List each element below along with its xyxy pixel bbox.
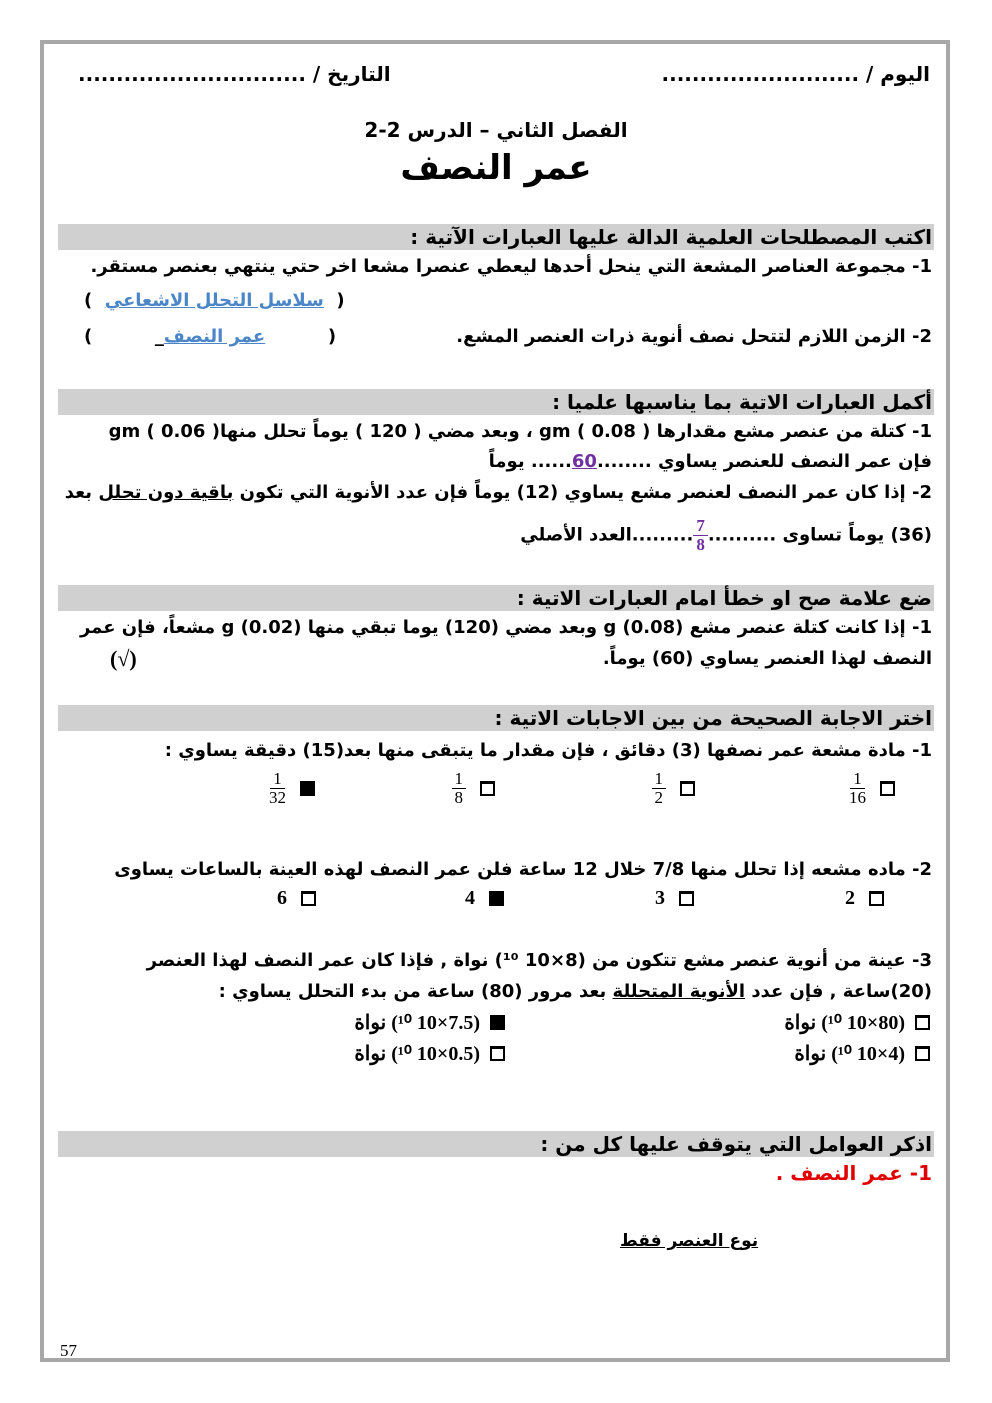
option-label: (80×10 ¹⁰) نواة [784, 1012, 905, 1034]
question-text: 1- إذا كانت كتلة عنصر مشع g (0.08) وبعد مضي (120) يوما تبقي منها g (0.02) مشعاً، فإن عمر [79, 617, 932, 638]
denominator: 8 [454, 788, 463, 807]
denominator: 8 [696, 535, 705, 554]
checkbox[interactable] [490, 1046, 505, 1061]
option-label: 4 [465, 887, 475, 909]
text: ...... يوماً [488, 451, 572, 472]
checkbox[interactable] [301, 891, 316, 906]
true-false-answer: (√) [110, 646, 137, 671]
option[interactable] [354, 1041, 505, 1066]
denominator: 16 [849, 788, 866, 807]
checkbox[interactable] [480, 781, 495, 796]
checkbox[interactable] [489, 891, 504, 906]
question-text: 2- الزمن اللازم لتتحل نصف أنوية ذرات العنصر المشع. [456, 326, 932, 347]
question-text: النصف لهذا العنصر يساوي (60) يوماً. [602, 648, 932, 669]
fraction [652, 770, 667, 807]
text: (20)ساعة , فإن عدد [745, 981, 932, 1002]
text: 2- إذا كان عمر النصف لعنصر مشع يساوي (12) يوماً فإن عدد الأنوية التي تكون [233, 482, 932, 503]
question-text [489, 449, 932, 475]
option[interactable] [845, 887, 884, 910]
text: فإن عمر النصف للعنصر يساوي ........ [596, 451, 932, 472]
option[interactable] [354, 1010, 505, 1035]
option[interactable] [465, 887, 504, 910]
option[interactable] [784, 1010, 930, 1035]
question-text [65, 480, 932, 506]
question-text: 1- عمر النصف . [775, 1161, 932, 1185]
option[interactable] [652, 770, 696, 807]
section-heading: ضع علامة صح او خطأ امام العبارات الاتية : [516, 586, 932, 610]
option[interactable] [277, 887, 316, 910]
page-number: 57 [60, 1341, 77, 1360]
text: بعد مرور (80) ساعة من بدء التحلل يساوي : [218, 981, 613, 1002]
question-text: 2- ماده مشعه إذا تحلل منها 7/8 خلال 12 ساعة فلن عمر النصف لهذه العينة بالساعات يساوى [114, 859, 932, 880]
section-heading: اذكر العوامل التي يتوقف عليها كل من : [540, 1132, 932, 1156]
denominator: 32 [269, 788, 286, 807]
checkbox[interactable] [869, 891, 884, 906]
checkbox[interactable] [679, 891, 694, 906]
underlined-text: الأنوية المتحللة [612, 981, 746, 1002]
checkbox[interactable] [880, 781, 895, 796]
date-field: التاريخ / .............................. [78, 62, 391, 86]
numerator: 1 [270, 770, 285, 789]
option[interactable] [269, 770, 315, 807]
option-label: 2 [845, 887, 855, 909]
fraction [452, 770, 467, 807]
checkbox[interactable] [915, 1046, 930, 1061]
question-text: 1- مادة مشعة عمر نصفها (3) دقائق ، فإن مقدار ما يتبقى منها بعد(15) دقيقة يساوي : [164, 740, 932, 761]
chapter-title: الفصل الثاني – الدرس 2-2 [364, 118, 628, 142]
checkbox[interactable] [680, 781, 695, 796]
denominator: 2 [654, 788, 663, 807]
option-label: (7.5×10 ¹⁰) نواة [354, 1012, 480, 1034]
answer-text: نوع العنصر فقط [620, 1231, 759, 1251]
answer-text: عمر النصف [163, 326, 266, 347]
answer-blank: ( _عمر النصف ) [84, 326, 337, 347]
question-text [219, 979, 932, 1005]
option[interactable] [849, 770, 895, 807]
lesson-title: عمر النصف [400, 148, 592, 188]
checkbox[interactable] [490, 1015, 505, 1030]
text: (36) يوماً تساوى .......... [707, 524, 932, 546]
option-label: (4×10 ¹⁰) نواة [794, 1043, 905, 1065]
answer-fraction [693, 517, 708, 554]
checkbox[interactable] [300, 781, 315, 796]
section-heading: أكمل العبارات الاتية بما يناسبها علميا : [552, 390, 932, 414]
option-label: (0.5×10 ¹⁰) نواة [354, 1043, 480, 1065]
question-text: 1- كتلة من عنصر مشع مقدارها gm ( 0.08 ) ، وبعد مضي ( 120 ) يوماً تحلل منهاgm ( 0.06 ) [108, 421, 932, 442]
day-field: اليوم / .......................... [661, 62, 930, 86]
text: .........العدد الأصلي [520, 524, 694, 546]
answer-text: سلاسل التحلل الاشعاعي [104, 290, 324, 311]
question-text: 3- عينة من أنوية عنصر مشع تتكون من (8×10 ¹⁰) نواة , فإذا كان عمر النصف لهذا العنصر [146, 950, 932, 971]
numerator: 1 [452, 770, 467, 789]
numerator: 1 [850, 770, 865, 789]
answer-text: 60 [571, 451, 597, 472]
text: بعد [64, 482, 99, 503]
option[interactable] [794, 1041, 930, 1066]
question-text [520, 517, 932, 554]
numerator: 1 [652, 770, 667, 789]
option[interactable] [655, 887, 694, 910]
numerator: 7 [693, 517, 708, 536]
answer-blank: ( سلاسل التحلل الاشعاعي ) [84, 290, 345, 311]
option-label: 3 [655, 887, 665, 909]
section-heading: اكتب المصطلحات العلمية الدالة عليها العبارات الآتية : [410, 225, 932, 249]
option-label: 6 [277, 887, 287, 909]
fraction [849, 770, 866, 807]
question-text: 1- مجموعة العناصر المشعة التي ينحل أحدها ليعطي عنصرا مشعا اخر حتي ينتهي بعنصر مستقر. [90, 256, 932, 277]
section-heading: اختر الاجابة الصحيحة من بين الاجابات الاتية : [494, 706, 932, 730]
option[interactable] [452, 770, 496, 807]
fraction [269, 770, 286, 807]
checkbox[interactable] [915, 1015, 930, 1030]
underlined-text: باقية دون تحلل [98, 482, 234, 503]
